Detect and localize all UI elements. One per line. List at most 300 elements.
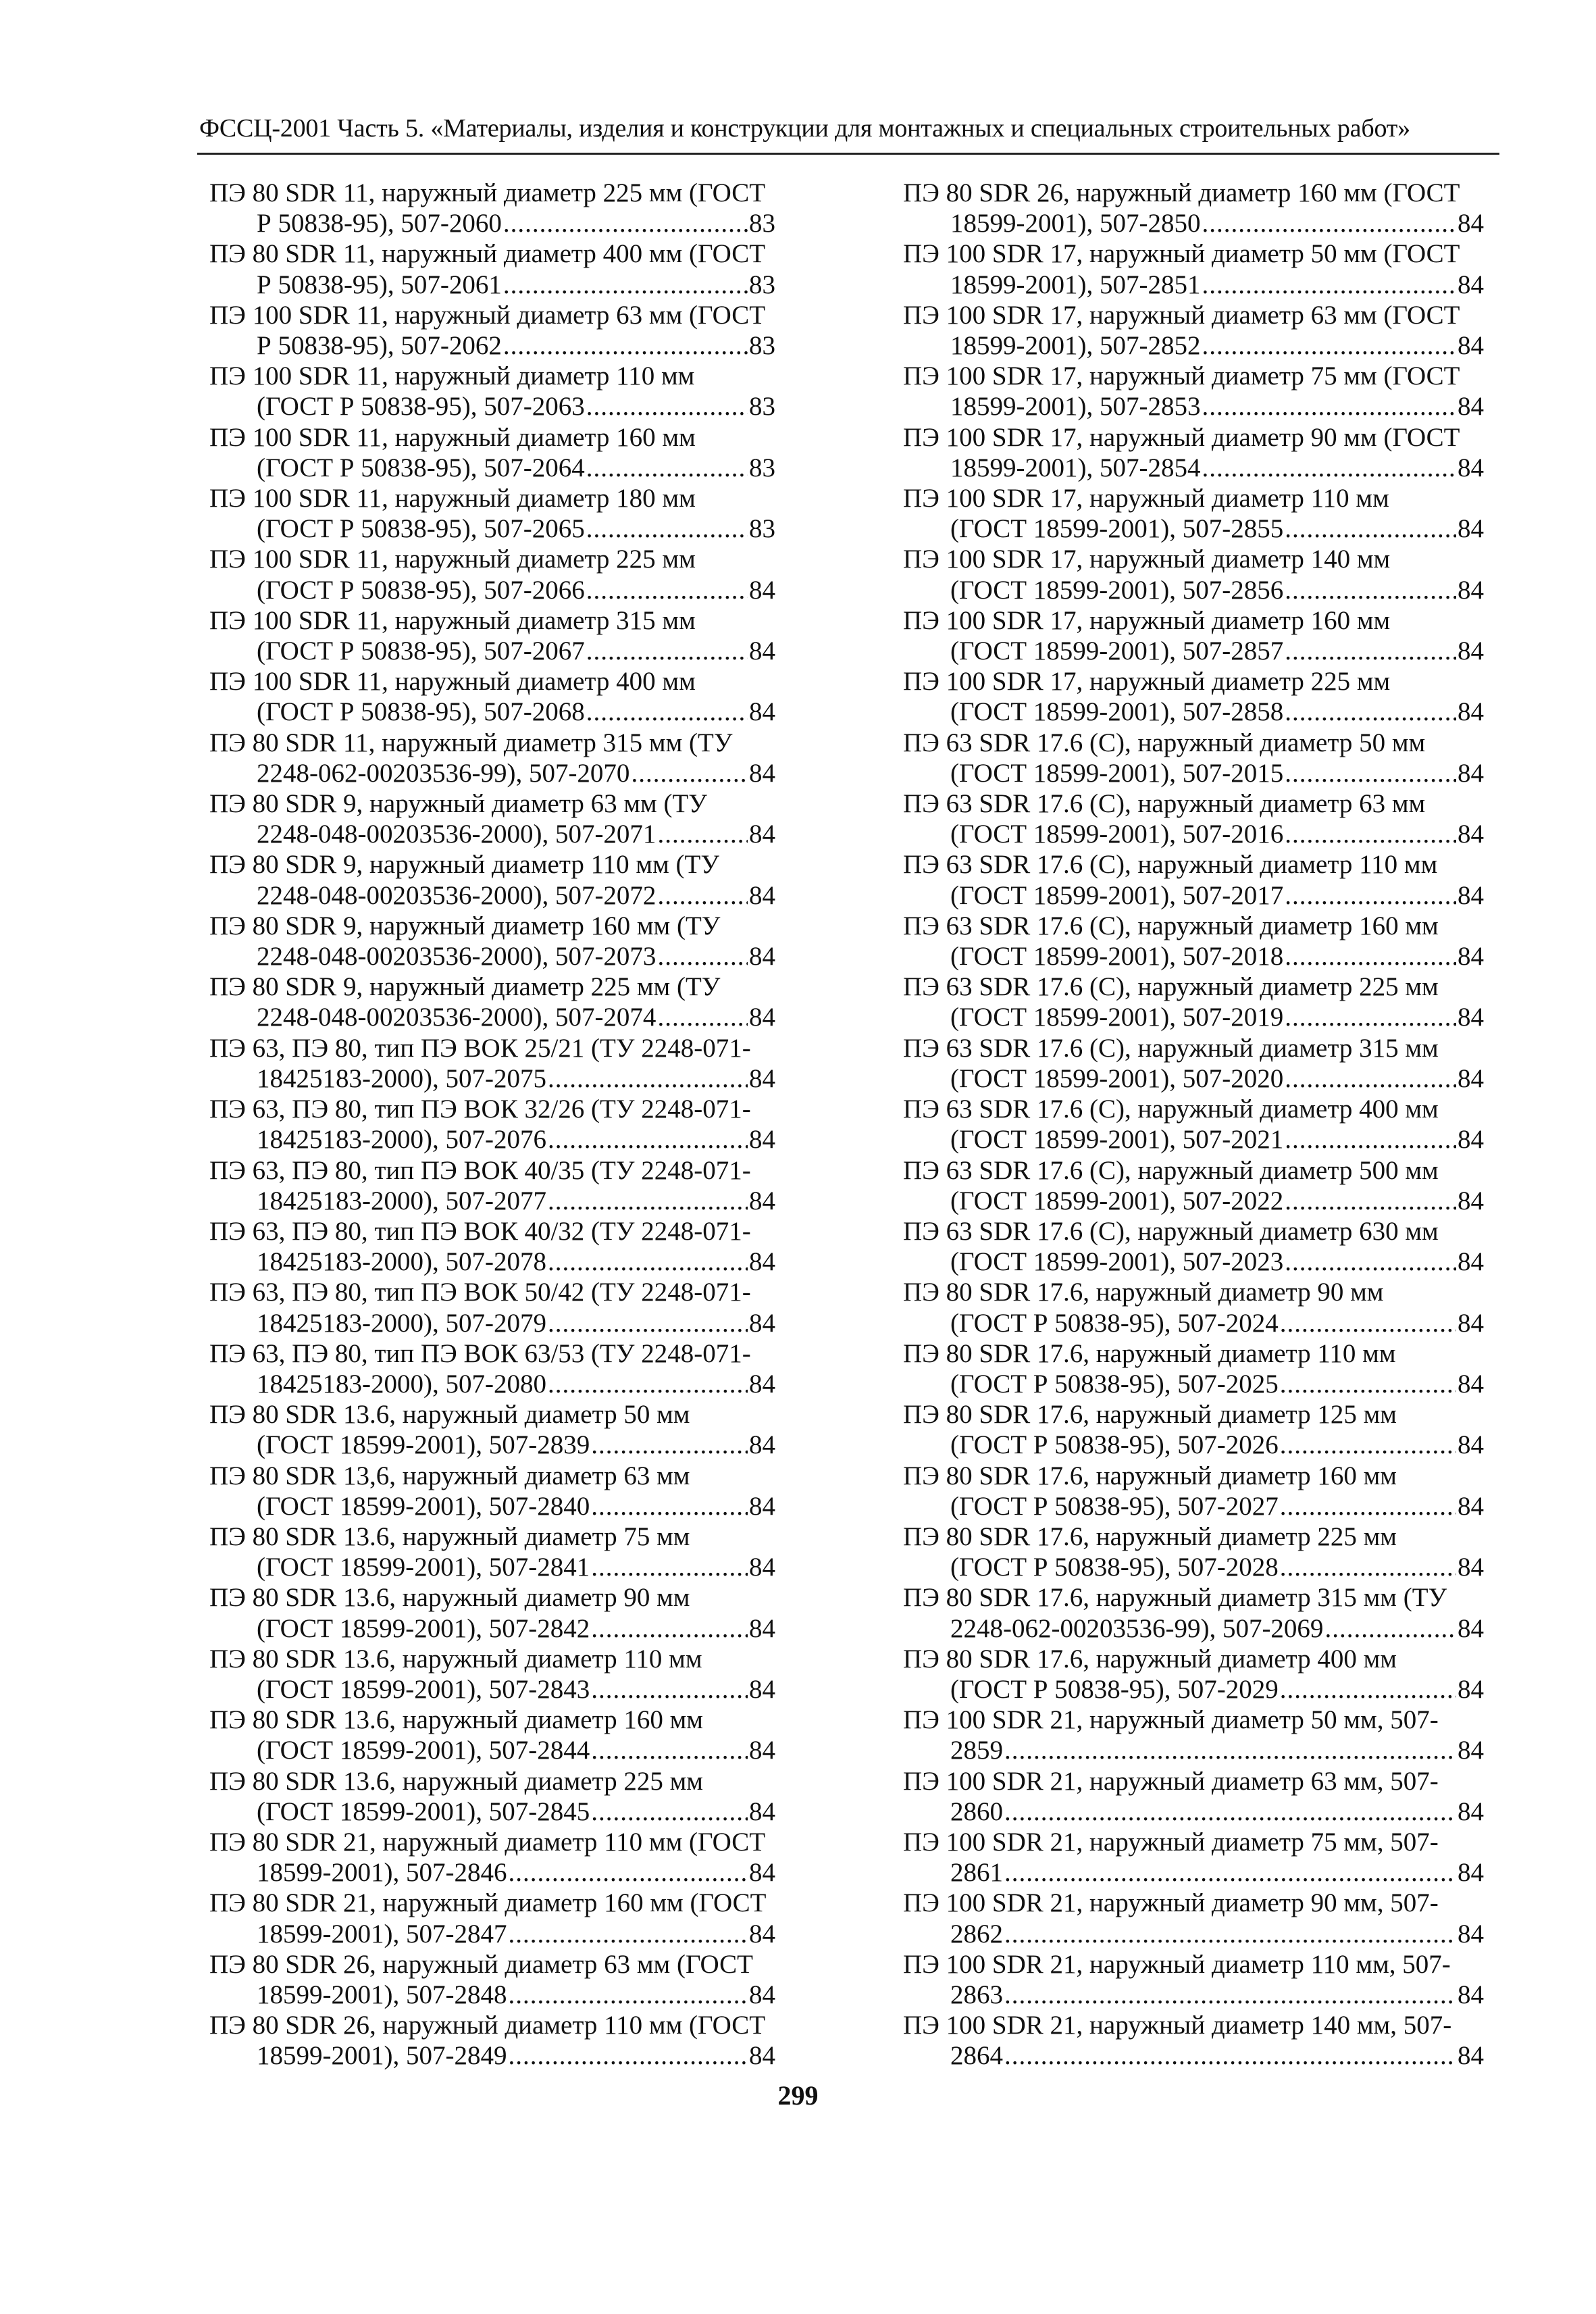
entry-title: ПЭ 63 SDR 17.6 (С), наружный диаметр 500 мм	[903, 1155, 1439, 1185]
entry-title: ПЭ 100 SDR 17, наружный диаметр 110 мм	[903, 484, 1389, 513]
index-entry	[209, 422, 775, 483]
index-entry	[903, 483, 1484, 544]
entry-title: ПЭ 63 SDR 17.6 (С), наружный диаметр 50 мм	[903, 728, 1426, 757]
dot-leader	[1280, 1369, 1456, 1399]
entry-page: 84	[1458, 392, 1484, 422]
entry-code: 18425183-2000), 507-2075	[257, 1063, 546, 1093]
entry-title: ПЭ 80 SDR 11, наружный диаметр 315 мм (ТУ	[209, 728, 733, 757]
index-entry	[903, 605, 1484, 666]
entry-title: ПЭ 63 SDR 17.6 (С), наружный диаметр 110 мм	[903, 850, 1438, 880]
entry-code: (ГОСТ Р 50838-95), 507-2065	[257, 514, 585, 544]
dot-leader	[508, 2040, 748, 2071]
entry-page: 84	[1458, 1247, 1484, 1277]
entry-code: 18599-2001), 507-2850	[950, 209, 1201, 238]
index-entry	[209, 849, 775, 910]
entry-code: (ГОСТ Р 50838-95), 507-2024	[950, 1308, 1279, 1338]
dot-leader	[657, 819, 748, 849]
entry-code: (ГОСТ 18599-2001), 507-2840	[257, 1491, 590, 1521]
index-entry	[903, 788, 1484, 849]
entry-code: 2248-062-00203536-99), 507-2070	[257, 758, 630, 788]
entry-page: 84	[1458, 758, 1484, 788]
entry-code: (ГОСТ 18599-2001), 507-2842	[257, 1613, 590, 1643]
entry-page: 84	[749, 1186, 775, 1215]
index-entry	[209, 1827, 775, 1888]
dot-leader	[1280, 1491, 1456, 1521]
entry-title: ПЭ 80 SDR 13.6, наружный диаметр 110 мм	[209, 1644, 702, 1674]
index-entry	[209, 361, 775, 422]
entry-title: ПЭ 63, ПЭ 80, тип ПЭ ВОК 25/21 (ТУ 2248-071-	[209, 1033, 751, 1063]
entry-page: 84	[1458, 270, 1484, 299]
entry-code: (ГОСТ 18599-2001), 507-2855	[950, 514, 1284, 544]
index-entry	[209, 1644, 775, 1705]
entry-page: 84	[1458, 331, 1484, 361]
entry-code: Р 50838-95), 507-2062	[257, 331, 502, 361]
entry-page: 84	[1458, 1063, 1484, 1093]
entry-page: 84	[1458, 1613, 1484, 1643]
index-entry	[903, 1338, 1484, 1399]
index-entry	[903, 300, 1484, 361]
dot-leader	[586, 575, 748, 605]
entry-page: 83	[749, 209, 775, 238]
index-entry	[209, 2010, 775, 2071]
entry-code: Р 50838-95), 507-2061	[257, 270, 502, 299]
entry-page: 84	[749, 1736, 775, 1765]
entry-code: (ГОСТ 18599-2001), 507-2023	[950, 1247, 1284, 1277]
entry-title: ПЭ 63 SDR 17.6 (С), наружный диаметр 160 мм	[903, 911, 1439, 940]
dot-leader	[591, 1491, 748, 1521]
index-entry	[903, 1216, 1484, 1277]
entry-title: ПЭ 80 SDR 17.6, наружный диаметр 90 мм	[903, 1278, 1384, 1307]
entry-title: ПЭ 100 SDR 21, наружный диаметр 63 мм, 507-	[903, 1766, 1439, 1796]
entry-title: ПЭ 100 SDR 21, наружный диаметр 90 мм, 507-	[903, 1888, 1439, 1918]
index-entry	[903, 1461, 1484, 1521]
entry-title: ПЭ 100 SDR 17, наружный диаметр 50 мм (ГОСТ	[903, 239, 1460, 269]
entry-code: (ГОСТ 18599-2001), 507-2858	[950, 697, 1284, 727]
entry-code: (ГОСТ 18599-2001), 507-2016	[950, 820, 1284, 849]
dot-leader	[657, 880, 748, 911]
dot-leader	[1280, 1308, 1456, 1338]
dot-leader	[1285, 1247, 1456, 1277]
entry-title: ПЭ 80 SDR 13,6, наружный диаметр 63 мм	[209, 1461, 690, 1490]
dot-leader	[1280, 1674, 1456, 1705]
entry-page: 84	[1458, 942, 1484, 972]
entry-page: 84	[749, 2041, 775, 2071]
dot-leader	[1004, 1735, 1456, 1765]
entry-title: ПЭ 80 SDR 9, наружный диаметр 160 мм (ТУ	[209, 911, 721, 940]
dot-leader	[548, 1186, 748, 1216]
dot-leader	[657, 941, 748, 972]
entry-page: 84	[1458, 1125, 1484, 1155]
index-entry	[209, 728, 775, 788]
entry-page: 84	[1458, 1553, 1484, 1582]
dot-leader	[1285, 1186, 1456, 1216]
dot-leader	[1285, 513, 1456, 544]
entry-code: (ГОСТ 18599-2001), 507-2841	[257, 1553, 590, 1582]
dot-leader	[586, 453, 748, 483]
entry-page: 84	[1458, 1186, 1484, 1215]
entry-page: 83	[749, 392, 775, 422]
dot-leader	[1202, 453, 1456, 483]
entry-page: 84	[1458, 575, 1484, 605]
index-entry	[903, 849, 1484, 910]
entry-title: ПЭ 80 SDR 26, наружный диаметр 63 мм (ГОСТ	[209, 1949, 754, 1979]
entry-title: ПЭ 100 SDR 21, наружный диаметр 50 мм, 507-	[903, 1705, 1439, 1735]
entry-title: ПЭ 100 SDR 11, наружный диаметр 160 мм	[209, 422, 696, 452]
entry-code: 2861	[950, 1858, 1003, 1888]
index-entry	[209, 178, 775, 238]
dot-leader	[1280, 1552, 1456, 1582]
index-entry	[903, 666, 1484, 727]
dot-leader	[1285, 941, 1456, 972]
entry-title: ПЭ 100 SDR 11, наружный диаметр 180 мм	[209, 484, 696, 513]
entry-page: 84	[749, 1308, 775, 1338]
dot-leader	[1285, 880, 1456, 911]
entry-code: (ГОСТ 18599-2001), 507-2844	[257, 1736, 590, 1765]
entry-code: 2248-048-00203536-2000), 507-2074	[257, 1003, 657, 1032]
entry-title: ПЭ 63, ПЭ 80, тип ПЭ ВОК 63/53 (ТУ 2248-071-	[209, 1338, 751, 1368]
index-entry	[903, 544, 1484, 605]
index-entry	[209, 666, 775, 727]
entry-title: ПЭ 63, ПЭ 80, тип ПЭ ВОК 40/35 (ТУ 2248-071-	[209, 1155, 751, 1185]
entry-title: ПЭ 80 SDR 13.6, наружный диаметр 225 мм	[209, 1766, 703, 1796]
entry-code: (ГОСТ 18599-2001), 507-2015	[950, 758, 1284, 788]
entry-code: 18599-2001), 507-2846	[257, 1858, 507, 1888]
dot-leader	[1202, 330, 1456, 361]
index-entry	[903, 1277, 1484, 1338]
entry-page: 84	[1458, 880, 1484, 910]
dot-leader	[1285, 575, 1456, 605]
dot-leader	[586, 636, 748, 666]
index-entry	[209, 1461, 775, 1521]
index-entry	[209, 1277, 775, 1338]
entry-page: 84	[749, 1553, 775, 1582]
index-entry	[209, 1705, 775, 1765]
entry-page: 84	[1458, 1674, 1484, 1704]
entry-title: ПЭ 80 SDR 17.6, наружный диаметр 315 мм (ТУ	[903, 1583, 1447, 1613]
dot-leader	[1004, 1857, 1456, 1888]
dot-leader	[586, 513, 748, 544]
index-entry	[209, 1766, 775, 1827]
entry-code: 18599-2001), 507-2854	[950, 453, 1201, 482]
entry-title: ПЭ 100 SDR 11, наружный диаметр 110 мм	[209, 361, 695, 391]
dot-leader	[591, 1613, 748, 1644]
index-entry	[209, 1033, 775, 1094]
entry-code: 2859	[950, 1736, 1003, 1765]
entry-page: 84	[749, 697, 775, 727]
entry-title: ПЭ 100 SDR 11, наружный диаметр 225 мм	[209, 545, 696, 574]
dot-leader	[657, 1002, 748, 1032]
entry-code: Р 50838-95), 507-2060	[257, 209, 502, 238]
entry-code: (ГОСТ Р 50838-95), 507-2029	[950, 1674, 1279, 1704]
entry-page: 84	[749, 1003, 775, 1032]
dot-leader	[1285, 697, 1456, 727]
entry-page: 84	[1458, 209, 1484, 238]
entry-code: (ГОСТ 18599-2001), 507-2857	[950, 636, 1284, 666]
entry-code: (ГОСТ Р 50838-95), 507-2064	[257, 453, 585, 482]
dot-leader	[586, 697, 748, 727]
entry-page: 84	[1458, 1003, 1484, 1032]
entry-code: 2863	[950, 1980, 1003, 2009]
entry-title: ПЭ 100 SDR 11, наружный диаметр 400 мм	[209, 667, 696, 697]
entry-page: 84	[749, 1919, 775, 1948]
entry-title: ПЭ 80 SDR 13.6, наружный диаметр 75 мм	[209, 1521, 690, 1551]
entry-page: 84	[1458, 514, 1484, 544]
dot-leader	[1004, 1980, 1456, 2010]
entry-code: (ГОСТ 18599-2001), 507-2843	[257, 1674, 590, 1704]
entry-code: 18599-2001), 507-2851	[950, 270, 1201, 299]
index-entry	[209, 483, 775, 544]
entry-page: 84	[749, 1247, 775, 1277]
index-entry	[903, 728, 1484, 788]
dot-leader	[503, 330, 748, 361]
entry-title: ПЭ 80 SDR 17.6, наружный диаметр 400 мм	[903, 1644, 1397, 1674]
dot-leader	[591, 1674, 748, 1705]
entry-code: (ГОСТ 18599-2001), 507-2017	[950, 880, 1284, 910]
dot-leader	[631, 758, 748, 788]
running-header: ФССЦ-2001 Часть 5. «Материалы, изделия и конструкции для монтажных и специальных строительных работ»	[199, 114, 1410, 143]
dot-leader	[1285, 758, 1456, 788]
entry-code: (ГОСТ Р 50838-95), 507-2025	[950, 1369, 1279, 1399]
entry-title: ПЭ 63 SDR 17.6 (С), наружный диаметр 630 мм	[903, 1216, 1439, 1246]
page-number: 299	[777, 2080, 819, 2111]
entry-title: ПЭ 100 SDR 21, наружный диаметр 140 мм, 507-	[903, 2011, 1452, 2040]
entry-title: ПЭ 80 SDR 11, наружный диаметр 400 мм (ГОСТ	[209, 239, 766, 269]
entry-title: ПЭ 80 SDR 17.6, наружный диаметр 160 мм	[903, 1461, 1397, 1490]
entry-title: ПЭ 63, ПЭ 80, тип ПЭ ВОК 32/26 (ТУ 2248-071-	[209, 1095, 751, 1124]
entry-page: 84	[1458, 1491, 1484, 1521]
index-entry	[903, 178, 1484, 238]
entry-code: 2864	[950, 2041, 1003, 2071]
index-entry	[903, 1705, 1484, 1765]
dot-leader	[548, 1124, 748, 1155]
entry-page: 84	[749, 1613, 775, 1643]
entry-page: 84	[749, 880, 775, 910]
entry-title: ПЭ 80 SDR 13.6, наружный диаметр 50 мм	[209, 1400, 690, 1430]
index-entry	[209, 605, 775, 666]
entry-title: ПЭ 63 SDR 17.6 (С), наружный диаметр 225 мм	[903, 972, 1439, 1002]
entry-page: 84	[1458, 453, 1484, 482]
entry-page: 84	[749, 1980, 775, 2009]
entry-code: (ГОСТ Р 50838-95), 507-2028	[950, 1553, 1279, 1582]
dot-leader	[1285, 1002, 1456, 1032]
entry-code: (ГОСТ 18599-2001), 507-2020	[950, 1063, 1284, 1093]
entry-title: ПЭ 100 SDR 11, наружный диаметр 315 мм	[209, 605, 696, 635]
entry-code: 2248-048-00203536-2000), 507-2072	[257, 880, 657, 910]
entry-page: 84	[749, 1674, 775, 1704]
index-entry	[903, 1094, 1484, 1155]
index-entry	[903, 1155, 1484, 1216]
entry-code: 18425183-2000), 507-2076	[257, 1125, 546, 1155]
index-column-right	[903, 178, 1484, 2071]
entry-code: 18599-2001), 507-2852	[950, 331, 1201, 361]
entry-code: 18425183-2000), 507-2077	[257, 1186, 546, 1215]
entry-page: 84	[1458, 1308, 1484, 1338]
index-entry	[209, 1888, 775, 1948]
index-entry	[903, 422, 1484, 483]
entry-title: ПЭ 80 SDR 11, наружный диаметр 225 мм (ГОСТ	[209, 178, 766, 207]
entry-title: ПЭ 100 SDR 11, наружный диаметр 63 мм (ГОСТ	[209, 300, 766, 330]
index-entry	[209, 544, 775, 605]
index-entry	[209, 1155, 775, 1216]
dot-leader	[591, 1430, 748, 1460]
dot-leader	[1004, 2040, 1456, 2071]
entry-page: 84	[749, 1063, 775, 1093]
entry-page: 84	[1458, 2041, 1484, 2071]
entry-page: 84	[1458, 636, 1484, 666]
index-entry	[209, 1949, 775, 2010]
entry-page: 84	[1458, 1796, 1484, 1826]
entry-page: 84	[749, 636, 775, 666]
entry-title: ПЭ 80 SDR 21, наружный диаметр 160 мм (ГОСТ	[209, 1888, 767, 1918]
dot-leader	[1285, 819, 1456, 849]
entry-title: ПЭ 100 SDR 17, наружный диаметр 140 мм	[903, 545, 1391, 574]
index-entry	[209, 238, 775, 299]
entry-code: (ГОСТ Р 50838-95), 507-2026	[950, 1430, 1279, 1460]
index-entry	[209, 1216, 775, 1277]
entry-code: (ГОСТ Р 50838-95), 507-2066	[257, 575, 585, 605]
entry-code: 2248-062-00203536-99), 507-2069	[950, 1613, 1324, 1643]
dot-leader	[503, 208, 748, 238]
entry-page: 84	[749, 758, 775, 788]
dot-leader	[1285, 1124, 1456, 1155]
index-entry	[903, 1949, 1484, 2010]
entry-code: 2860	[950, 1796, 1003, 1826]
index-entry	[903, 1399, 1484, 1460]
entry-page: 84	[1458, 1980, 1484, 2009]
dot-leader	[508, 1980, 748, 2010]
entry-code: 18425183-2000), 507-2079	[257, 1308, 546, 1338]
header-rule	[197, 153, 1499, 155]
index-entry	[209, 1338, 775, 1399]
dot-leader	[1202, 208, 1456, 238]
entry-title: ПЭ 100 SDR 17, наружный диаметр 160 мм	[903, 605, 1391, 635]
entry-code: (ГОСТ 18599-2001), 507-2022	[950, 1186, 1284, 1215]
index-column-left	[209, 178, 775, 2071]
entry-code: (ГОСТ 18599-2001), 507-2845	[257, 1796, 590, 1826]
entry-code: 2248-048-00203536-2000), 507-2073	[257, 942, 657, 972]
entry-page: 84	[1458, 1430, 1484, 1460]
entry-page: 84	[749, 1369, 775, 1399]
entry-title: ПЭ 100 SDR 17, наружный диаметр 225 мм	[903, 667, 1391, 697]
dot-leader	[1202, 391, 1456, 422]
index-entry	[903, 1766, 1484, 1827]
entry-title: ПЭ 80 SDR 17.6, наружный диаметр 110 мм	[903, 1338, 1396, 1368]
entry-page: 84	[1458, 697, 1484, 727]
index-entry	[209, 300, 775, 361]
entry-code: 18599-2001), 507-2853	[950, 392, 1201, 422]
entry-code: 18425183-2000), 507-2078	[257, 1247, 546, 1277]
entry-page: 84	[1458, 1919, 1484, 1948]
dot-leader	[548, 1369, 748, 1399]
dot-leader	[548, 1247, 748, 1277]
entry-title: ПЭ 80 SDR 9, наружный диаметр 63 мм (ТУ	[209, 789, 707, 819]
entry-code: (ГОСТ 18599-2001), 507-2021	[950, 1125, 1284, 1155]
index-entry	[903, 972, 1484, 1032]
index-entry	[209, 1521, 775, 1582]
index-entry	[903, 1521, 1484, 1582]
entry-title: ПЭ 63 SDR 17.6 (С), наружный диаметр 63 мм	[903, 789, 1426, 819]
dot-leader	[1324, 1613, 1456, 1644]
entry-code: (ГОСТ Р 50838-95), 507-2063	[257, 392, 585, 422]
entry-title: ПЭ 63, ПЭ 80, тип ПЭ ВОК 40/32 (ТУ 2248-071-	[209, 1216, 751, 1246]
index-entry	[209, 1582, 775, 1643]
entry-page: 83	[749, 453, 775, 482]
dot-leader	[548, 1308, 748, 1338]
entry-title: ПЭ 80 SDR 17.6, наружный диаметр 125 мм	[903, 1400, 1397, 1430]
entry-code: (ГОСТ Р 50838-95), 507-2068	[257, 697, 585, 727]
entry-title: ПЭ 80 SDR 26, наружный диаметр 160 мм (ГОСТ	[903, 178, 1460, 207]
entry-page: 84	[749, 1125, 775, 1155]
entry-code: (ГОСТ 18599-2001), 507-2839	[257, 1430, 590, 1460]
entry-page: 83	[749, 270, 775, 299]
entry-page: 83	[749, 331, 775, 361]
entry-title: ПЭ 63 SDR 17.6 (С), наружный диаметр 315 мм	[903, 1033, 1439, 1063]
index-entry	[903, 1033, 1484, 1094]
index-entry	[903, 1644, 1484, 1705]
dot-leader	[1285, 636, 1456, 666]
entry-title: ПЭ 80 SDR 9, наружный диаметр 225 мм (ТУ	[209, 972, 721, 1002]
entry-page: 84	[1458, 1736, 1484, 1765]
dot-leader	[508, 1857, 748, 1888]
index-entry	[209, 911, 775, 972]
dot-leader	[1004, 1919, 1456, 1949]
entry-page: 83	[749, 514, 775, 544]
entry-code: 2862	[950, 1919, 1003, 1948]
index-entry	[903, 238, 1484, 299]
index-entry	[209, 1094, 775, 1155]
entry-title: ПЭ 63, ПЭ 80, тип ПЭ ВОК 50/42 (ТУ 2248-071-	[209, 1278, 751, 1307]
entry-page: 84	[749, 1858, 775, 1888]
index-entry	[903, 1888, 1484, 1948]
dot-leader	[1285, 1063, 1456, 1094]
entry-page: 84	[749, 1491, 775, 1521]
entry-code: (ГОСТ 18599-2001), 507-2019	[950, 1003, 1284, 1032]
entry-code: 18599-2001), 507-2847	[257, 1919, 507, 1948]
entry-code: 18425183-2000), 507-2080	[257, 1369, 546, 1399]
entry-code: (ГОСТ 18599-2001), 507-2856	[950, 575, 1284, 605]
entry-title: ПЭ 80 SDR 9, наружный диаметр 110 мм (ТУ	[209, 850, 719, 880]
entry-title: ПЭ 100 SDR 21, наружный диаметр 110 мм, 507-	[903, 1949, 1451, 1979]
entry-title: ПЭ 100 SDR 21, наружный диаметр 75 мм, 507-	[903, 1827, 1439, 1857]
entry-page: 84	[749, 942, 775, 972]
entry-page: 84	[749, 1430, 775, 1460]
dot-leader	[1280, 1430, 1456, 1460]
dot-leader	[1004, 1796, 1456, 1827]
index-entry	[209, 1399, 775, 1460]
entry-page: 84	[749, 820, 775, 849]
dot-leader	[548, 1063, 748, 1094]
dot-leader	[503, 270, 748, 300]
entry-title: ПЭ 80 SDR 26, наружный диаметр 110 мм (ГОСТ	[209, 2011, 766, 2040]
entry-title: ПЭ 80 SDR 13.6, наружный диаметр 160 мм	[209, 1705, 703, 1735]
dot-leader	[508, 1919, 748, 1949]
entry-title: ПЭ 80 SDR 21, наружный диаметр 110 мм (ГОСТ	[209, 1827, 766, 1857]
entry-page: 84	[1458, 820, 1484, 849]
index-entry	[903, 361, 1484, 422]
entry-title: ПЭ 100 SDR 17, наружный диаметр 63 мм (ГОСТ	[903, 300, 1460, 330]
entry-title: ПЭ 100 SDR 17, наружный диаметр 75 мм (ГОСТ	[903, 361, 1460, 391]
index-entry	[903, 2010, 1484, 2071]
entry-code: (ГОСТ Р 50838-95), 507-2027	[950, 1491, 1279, 1521]
index-entry	[903, 1582, 1484, 1643]
entry-code: (ГОСТ 18599-2001), 507-2018	[950, 942, 1284, 972]
entry-page: 84	[749, 1796, 775, 1826]
dot-leader	[1202, 270, 1456, 300]
entry-code: 18599-2001), 507-2849	[257, 2041, 507, 2071]
entry-title: ПЭ 80 SDR 13.6, наружный диаметр 90 мм	[209, 1583, 690, 1613]
dot-leader	[591, 1552, 748, 1582]
entry-code: (ГОСТ Р 50838-95), 507-2067	[257, 636, 585, 666]
